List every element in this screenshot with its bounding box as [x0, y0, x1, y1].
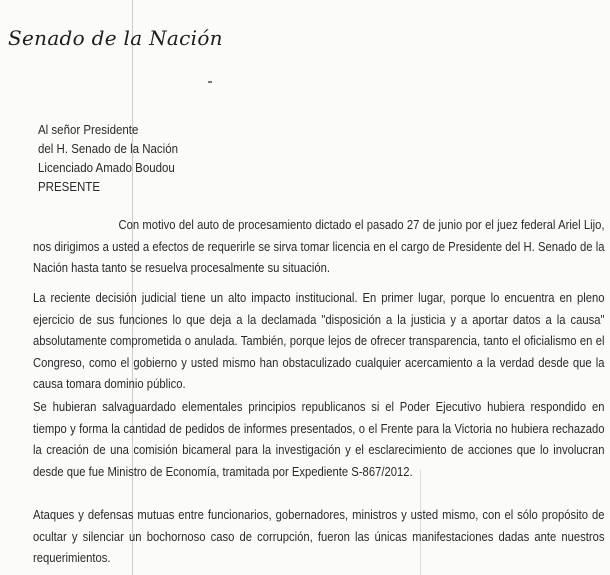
- body-paragraph: Ataques y defensas mutuas entre funcionarios, gobernadores, ministros y usted mismo, con el sólo propósito de ocultar y silenciar un bochornoso caso de corrupción, fueron las únicas manifestaciones dadas ante nuestros requerimientos.: [33, 508, 605, 565]
- body-paragraph: Se hubieran salvaguardado elementales principios republicanos si el Poder Ejecutivo hubiera respondido en tiempo y forma la cantidad de pedidos de informes presentados, o el Frente para la Victoria no hubiera rechazado la creación de una comisión bicameral para la investigación y el esclarecimiento de acciones que lo involucran desde que fue Ministro de Economía, tramitada por Expediente S-867/2012.: [33, 400, 605, 479]
- addressee-line: Licenciado Amado Boudou: [38, 161, 175, 175]
- addressee-line: PRESENTE: [38, 180, 100, 194]
- addressee-block: [38, 121, 178, 197]
- body-paragraph: Con motivo del auto de procesamiento dictado el pasado 27 de junio por el juez federal Ariel Lijo, nos dirigimos a usted a efectos de requerirle se sirva tomar licencia en el cargo de Presidente del H. Senado de la Nación hasta tanto se resuelva procesalmente su situación.: [33, 218, 605, 275]
- scan-speck: [208, 81, 212, 83]
- letterhead: Senado de la Nación: [8, 26, 223, 50]
- addressee-line: Al señor Presidente: [38, 123, 139, 137]
- body-paragraph: La reciente decisión judicial tiene un alto impacto institucional. En primer lugar, porque lo encuentra en pleno ejercicio de sus funciones lo que deja a la declamada "disposición a la justicia y a aportar datos a la causa" absolutamente comprometida o anulada. También, porque lejos de ofrecer transparencia, tanto el oficialismo en el Congreso, como el gobierno y usted mismo han obstaculizado cualquier acercamiento a la verdad desde que la causa tomara dominio público.: [33, 291, 605, 391]
- addressee-line: del H. Senado de la Nación: [38, 142, 179, 156]
